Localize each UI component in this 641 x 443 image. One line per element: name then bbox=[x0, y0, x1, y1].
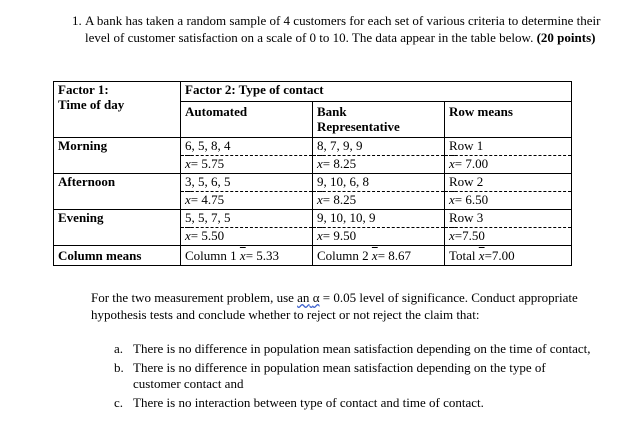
evening-automated-mean: $\overline{x}= 5.50$ bbox=[181, 228, 313, 246]
factor1-header: Factor 1: Time of day bbox=[54, 82, 181, 138]
evening-automated-data: 5, 5, 7, 5 bbox=[181, 210, 313, 228]
task-instructions: For the two measurement problem, use an α = 0.05 level of significance. Conduct appropriate hypothesis tests and conclude whether to reject or not reject the claim that: bbox=[91, 290, 578, 322]
column-means-label: Column means bbox=[54, 246, 181, 266]
alpha-word: an α bbox=[297, 290, 320, 305]
morning-bank-data: 8, 7, 9, 9 bbox=[313, 138, 445, 156]
question-text: A bank has taken a random sample of 4 customers for each set of various criteria to determine their level of customer satisfaction on a scale of 0 to 10. The data appear in the table below. bbox=[85, 13, 601, 45]
afternoon-automated-mean: $\overline{x}= 4.75$ bbox=[181, 192, 313, 210]
morning-automated-mean: $\overline{x}= 5.75$ bbox=[181, 156, 313, 174]
question-intro bbox=[72, 12, 612, 46]
morning-row-label: Row 1 bbox=[445, 138, 572, 156]
claim-item: a. There is no difference in population mean satisfaction depending on the time of contact, bbox=[114, 341, 591, 356]
question-points: (20 points) bbox=[536, 30, 596, 45]
total-mean: Total $\overline{x}=7.00$ bbox=[449, 248, 515, 263]
morning-bank-mean: $\overline{x}= 8.25$ bbox=[313, 156, 445, 174]
claim-item: b. There is no difference in population mean satisfaction depending on the type of customer contact and bbox=[114, 360, 546, 391]
morning-row-mean: $\overline{x}= 7.00$ bbox=[449, 156, 489, 171]
evening-row-label: Row 3 bbox=[445, 210, 572, 228]
afternoon-bank-mean: $\overline{x}= 8.25$ bbox=[313, 192, 445, 210]
evening-bank-data: 9, 10, 10, 9 bbox=[313, 210, 445, 228]
afternoon-automated-data: 3, 5, 6, 5 bbox=[181, 174, 313, 192]
row-label-afternoon: Afternoon bbox=[54, 174, 181, 210]
row-label-morning: Morning bbox=[54, 138, 181, 174]
column1-mean: Column 1 $\overline{x}= 5.33$ bbox=[181, 246, 313, 266]
claims-list bbox=[114, 341, 594, 414]
col-bank-header: Bank Representative bbox=[313, 102, 445, 138]
evening-bank-mean: $\overline{x}= 9.50$ bbox=[313, 228, 445, 246]
evening-row-mean: $\overline{x}=7.50$ bbox=[449, 228, 485, 243]
morning-automated-data: 6, 5, 8, 4 bbox=[181, 138, 313, 156]
afternoon-row-label: Row 2 bbox=[445, 174, 572, 192]
claim-item: c. There is no interaction between type of contact and time of contact. bbox=[114, 395, 484, 410]
col-automated-header: Automated bbox=[181, 102, 313, 138]
col-row-means-header: Row means bbox=[449, 104, 513, 119]
afternoon-row-mean: $\overline{x}= 6.50$ bbox=[449, 192, 489, 207]
row-label-evening: Evening bbox=[54, 210, 181, 246]
data-table bbox=[53, 81, 572, 266]
factor2-header: Factor 2: Type of contact bbox=[181, 82, 572, 102]
question-number: 1. bbox=[72, 13, 82, 28]
afternoon-bank-data: 9, 10, 6, 8 bbox=[313, 174, 445, 192]
column2-mean: Column 2 $\overline{x}= 8.67$ bbox=[313, 246, 445, 266]
